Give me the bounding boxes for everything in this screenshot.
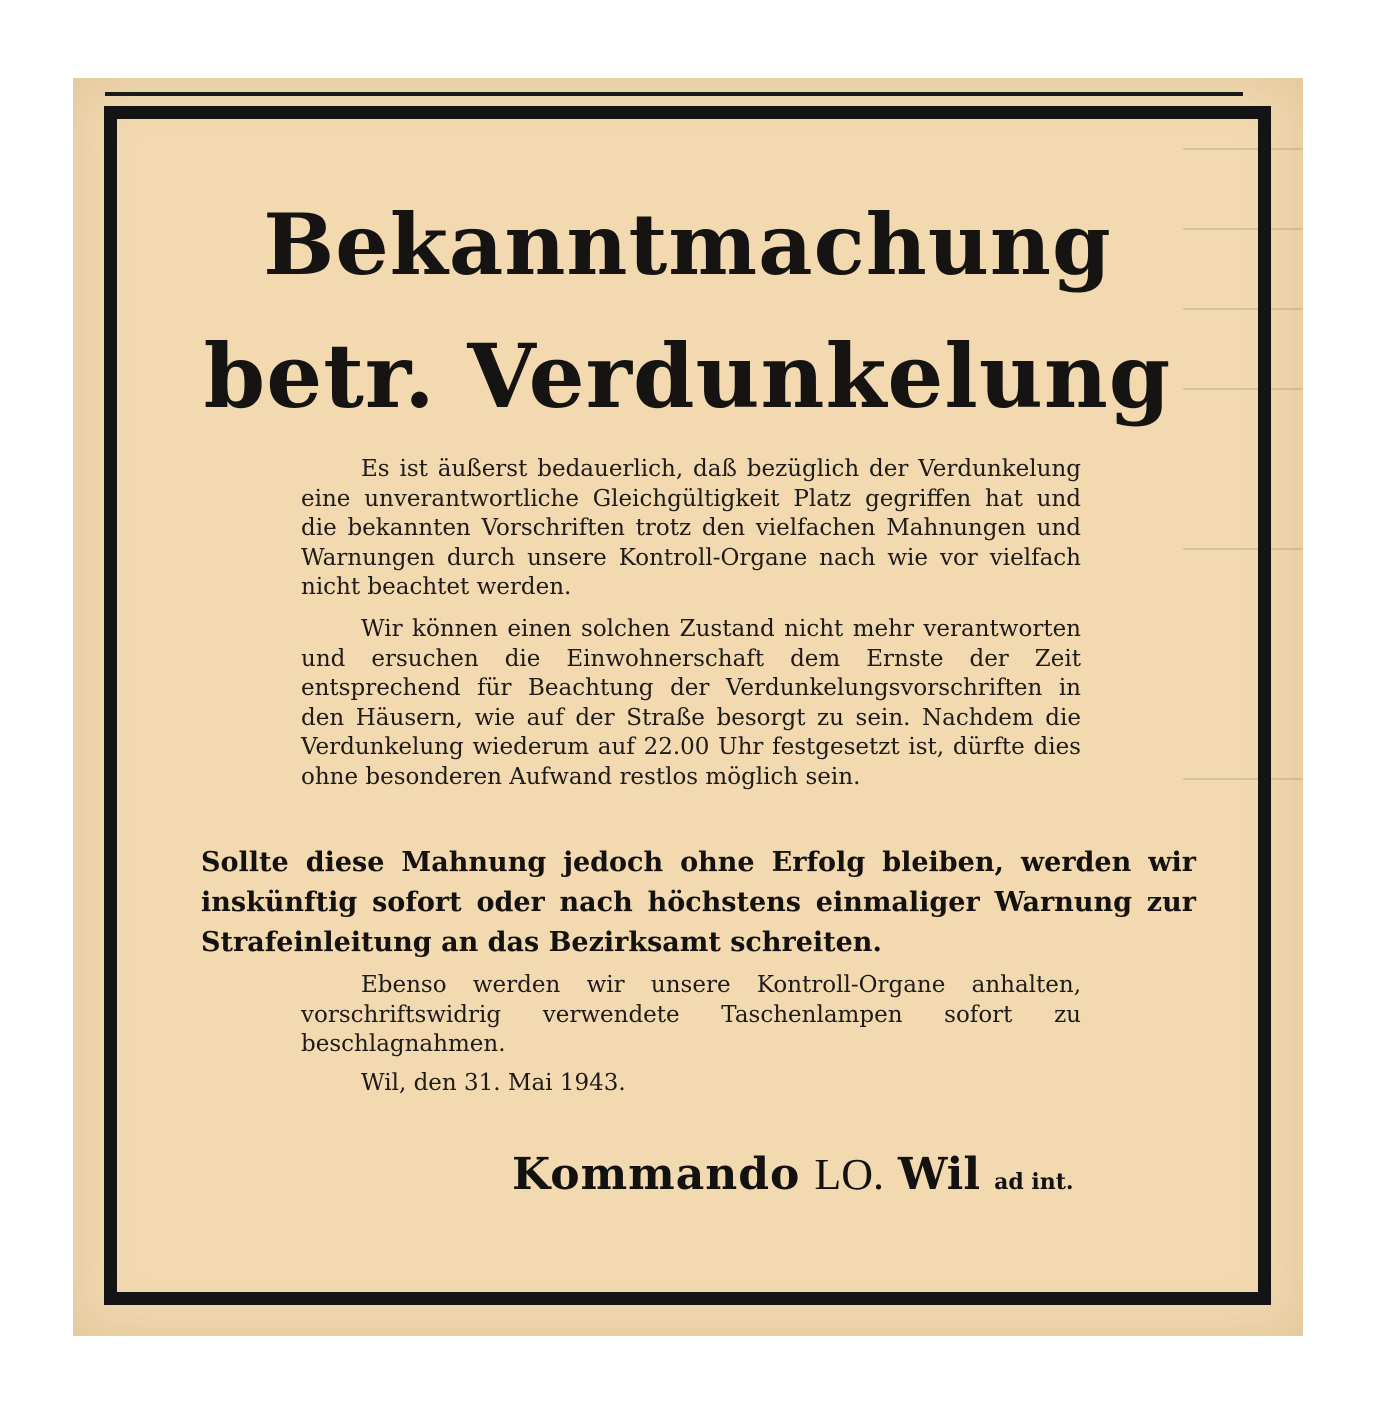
notice-title: Bekanntmachung xyxy=(263,195,1112,294)
paragraph-2: Wir können einen solchen Zustand nicht mehr verantworten und ersuchen die Einwohnerschaft dem Ernste der Zeit entsprechend für Beachtung der Verdunkelungsvorschriften in den Häusern, wie auf der Straße besorgt zu sein. Nachdem die Verdunkelung wiederum auf 22.00 Uhr festgesetzt ist, dürfte dies ohne besonderen Aufwand restlos möglich sein. xyxy=(301,616,1081,790)
signature-kommando: Kommando xyxy=(512,1149,801,1200)
paragraph-1: Es ist äußerst bedauerlich, daß bezüglich der Verdunkelung eine unverantwortliche Gleichgültigkeit Platz gegriffen hat und die bekannten Vorschriften trotz den vielfachen Mahnungen und Warnungen durch unsere Kontroll-Organe nach wie vor vielfach nicht beachtet werden. xyxy=(301,456,1081,600)
dateline: Wil, den 31. Mai 1943. xyxy=(361,1070,626,1096)
notice-subtitle: betr. Verdunkelung xyxy=(203,324,1172,428)
warning-paragraph: Sollte diese Mahnung jedoch ohne Erfolg bleiben, werden wir inskünftig sofort oder nach höchstens einmaliger Warnung zur Strafeinleitung an das Bezirksamt schreiten. xyxy=(201,847,1196,958)
signature-lo: LO. xyxy=(814,1150,885,1199)
signature-wil: Wil xyxy=(898,1149,981,1200)
top-rule xyxy=(105,92,1243,96)
signature-ad-int: ad int. xyxy=(994,1169,1074,1195)
paragraph-3: Ebenso werden wir unsere Kontroll-Organe anhalten, vorschriftswidrig verwendete Taschenlampen sofort zu beschlagnahmen. xyxy=(301,972,1081,1057)
notice-frame xyxy=(104,106,1271,1305)
signature xyxy=(512,1149,1074,1200)
notice-content xyxy=(117,119,1258,1292)
